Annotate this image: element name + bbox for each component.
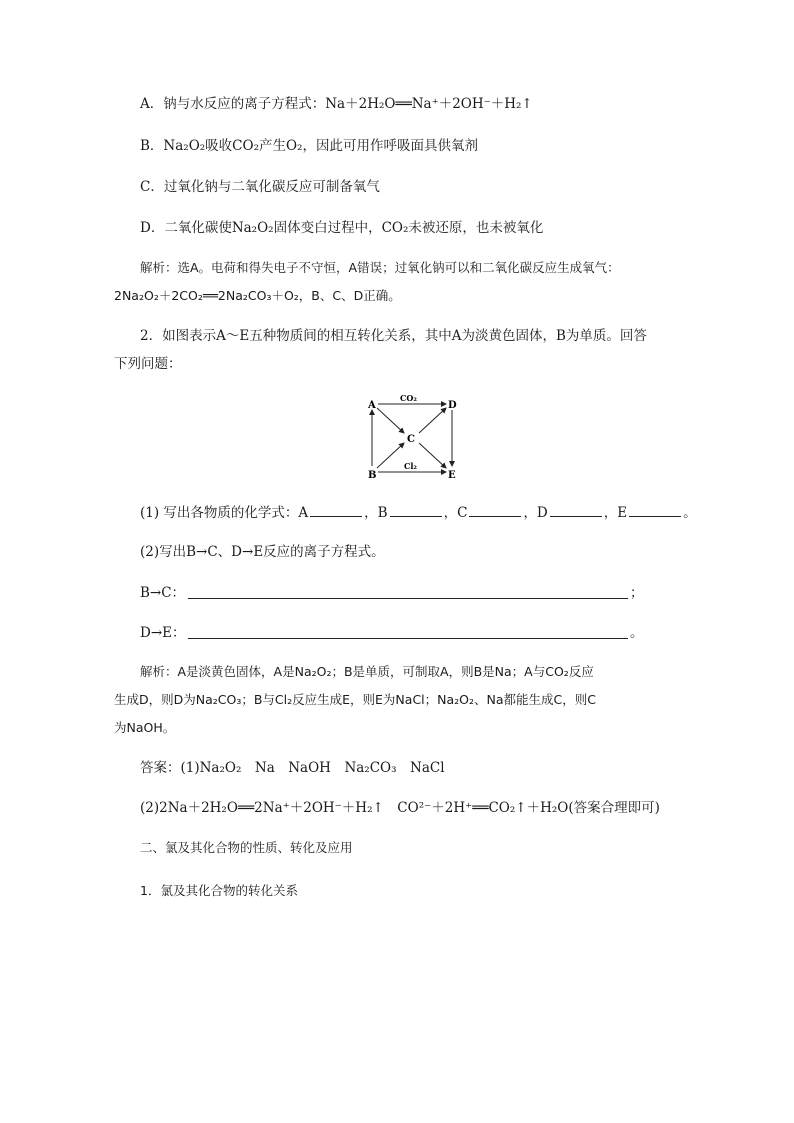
node-b: B <box>368 470 377 481</box>
node-c: C <box>407 434 415 445</box>
q2-1-e: ，E <box>603 505 628 521</box>
label-cl2: Cl₂ <box>404 461 417 471</box>
explanation-2-line-1: 解析：A是淡黄色固体，A是Na₂O₂；B是单质，可制取A，则B是Na；A与CO₂反应 <box>140 664 594 679</box>
conversion-diagram <box>362 392 462 484</box>
b-to-c-label: B→C： <box>140 585 186 601</box>
question-2-line-2: 下列问题： <box>114 356 182 372</box>
b-to-c-answer-line[interactable] <box>188 598 628 599</box>
q2-1-b: ，B <box>364 505 388 521</box>
b-to-c-end: ； <box>630 585 644 601</box>
blank-a[interactable] <box>310 502 362 517</box>
explanation-1-line-2: 2Na₂O₂＋2CO₂══2Na₂CO₃＋O₂，B、C、D正确。 <box>114 288 401 303</box>
option-d: D．二氧化碳使Na₂O₂固体变白过程中，CO₂未被还原，也未被氧化 <box>140 220 544 236</box>
blank-e[interactable] <box>629 502 681 517</box>
arrow-c-to-e <box>419 443 446 468</box>
node-e: E <box>448 470 456 481</box>
d-to-e-end: 。 <box>630 625 644 641</box>
arrow-b-to-c <box>377 443 404 468</box>
q2-1-end: 。 <box>683 505 697 521</box>
label-co2: CO₂ <box>400 393 417 403</box>
option-c: C．过氧化钠与二氧化碳反应可制备氧气 <box>140 179 380 195</box>
d-to-e-answer-line[interactable] <box>188 638 628 639</box>
answer-line-1: 答案：(1)Na₂O₂ Na NaOH Na₂CO₃ NaCl <box>140 760 445 776</box>
option-a: A．钠与水反应的离子方程式：Na＋2H₂O══Na⁺＋2OH⁻＋H₂↑ <box>140 96 533 112</box>
node-a: A <box>368 400 376 411</box>
option-b: B．Na₂O₂吸收CO₂产生O₂，因此可用作呼吸面具供氧剂 <box>140 138 478 154</box>
q2-1-d: ，D <box>523 505 548 521</box>
blank-d[interactable] <box>550 502 602 517</box>
arrow-a-to-c <box>377 408 404 433</box>
node-d: D <box>448 400 457 411</box>
section-2-heading: 二、氯及其化合物的性质、转化及应用 <box>140 840 353 855</box>
question-2-line-1: 2．如图表示A～E五种物质间的相互转化关系，其中A为淡黄色固体，B为单质。回答 <box>140 328 647 344</box>
explanation-2-line-3: 为NaOH。 <box>114 720 176 735</box>
subsection-1-heading: 1．氯及其化合物的转化关系 <box>140 883 298 898</box>
question-2-part-2: (2)写出B→C、D→E反应的离子方程式。 <box>140 544 385 560</box>
blank-c[interactable] <box>469 502 521 517</box>
q2-1-prefix: (1) 写出各物质的化学式：A <box>140 505 309 521</box>
d-to-e-label: D→E： <box>140 625 186 641</box>
q2-1-c: ，C <box>443 505 468 521</box>
blank-b[interactable] <box>390 502 442 517</box>
arrow-c-to-d <box>419 408 446 433</box>
explanation-1-line-1: 解析：选A。电荷和得失电子不守恒，A错误；过氧化钠可以和二氧化碳反应生成氧气： <box>140 260 620 275</box>
explanation-2-line-2: 生成D，则D为Na₂CO₃；B与Cl₂反应生成E，则E为NaCl；Na₂O₂、Na都能生成C，则C <box>114 692 596 707</box>
answer-line-2: (2)2Na＋2H₂O══2Na⁺＋2OH⁻＋H₂↑ CO²⁻＋2H⁺══CO₂↑＋H₂O(答案合理即可) <box>140 800 660 816</box>
question-2-part-1 <box>140 502 697 523</box>
